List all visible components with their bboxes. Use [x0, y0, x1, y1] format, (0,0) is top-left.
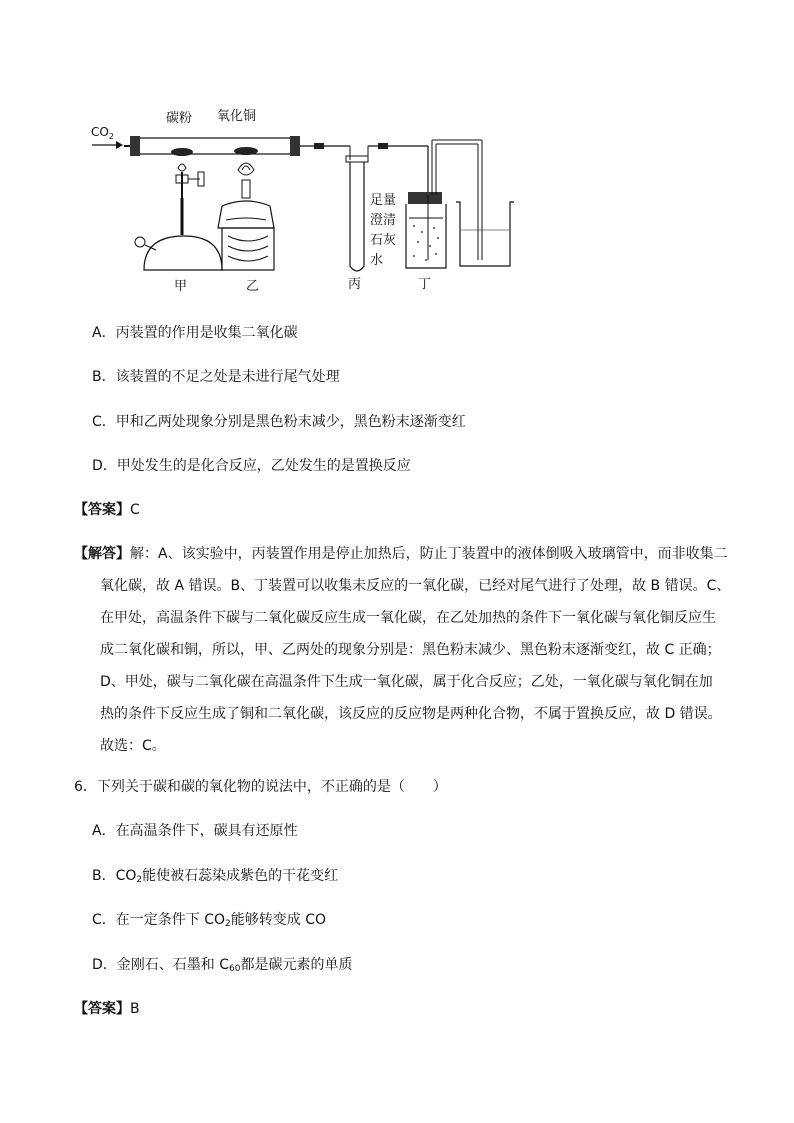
q5-option-b: B．该装置的不足之处是未进行尾气处理: [92, 369, 340, 385]
lamp-jia: [135, 164, 222, 270]
co2-inlet-arrow: [92, 141, 123, 149]
q6-option-d-prefix: D．金刚石、石墨和 C: [92, 957, 230, 973]
explanation-line: D、甲处，碳与二氧化碳在高温条件下生成一氧化碳，属于化合反应；乙处，一氧化碳与氧化铜在加: [100, 674, 713, 690]
q5-option-c: C．甲和乙两处现象分别是黑色粉末减少，黑色粉末逐渐变红: [92, 414, 466, 430]
q6-option-c-prefix: C．在一定条件下 CO: [92, 912, 226, 928]
co2-label: $CO_2$: [91, 125, 114, 141]
explanation-line: 氧化碳，故 A 错误。B、丁装置可以收集未反应的一氧化碳，已经对尾气进行了处理，故 B 错误。C、: [100, 578, 731, 594]
bottle-ding: [406, 140, 482, 268]
answer-value: B: [130, 1001, 140, 1017]
q6-option-c-sub: 2: [225, 919, 231, 929]
explanation-line: 成二氧化碳和铜，所以，甲、乙两处的现象分别是：黑色粉末减少、黑色粉末逐渐变红，故 C 正确；: [100, 642, 721, 658]
q6-option-c-suffix: 能够转变成 CO: [230, 912, 327, 928]
limewater-label-4: 水: [370, 253, 384, 268]
glass-tube: [124, 136, 300, 156]
copper-oxide-label: 氧化铜: [217, 109, 257, 124]
explanation-line: 故选：C。: [100, 738, 166, 754]
limewater-label-1: 足量: [370, 193, 397, 208]
carbon-powder-label: 碳粉: [166, 111, 193, 126]
q6-option-a: A．在高温条件下，碳具有还原性: [92, 823, 298, 839]
q6-option-c: [92, 910, 326, 930]
label-jia: 甲: [174, 279, 188, 294]
copper-oxide-pile: [234, 147, 258, 155]
q6-option-b-sub: 2: [136, 875, 143, 885]
carbon-powder-pile: [171, 148, 193, 156]
q6-option-b-prefix: B．CO: [92, 868, 137, 884]
explanation-text: 解：A、该实验中，丙装置作用是停止加热后，防止丁装置中的液体倒吸入玻璃管中，而非收集二: [130, 546, 728, 562]
explanation-line: 热的条件下反应生成了铜和二氧化碳，该反应的反应物是两种化合物，不属于置换反应，故 D 错误。: [100, 706, 722, 722]
experiment-apparatus-diagram: [78, 100, 538, 300]
q6-stem: 6．下列关于碳和碳的氧化物的说法中，不正确的是（ ）: [74, 779, 447, 795]
lamp-yi: [218, 163, 274, 270]
answer-tag: 【答案】: [74, 502, 130, 518]
q6-option-d: [92, 955, 352, 975]
q6-answer: [74, 999, 140, 1019]
q5-answer: [74, 500, 140, 520]
q6-option-d-suffix: 都是碳元素的单质: [240, 957, 353, 973]
q6-option-b-suffix: 能使被石蕊染成紫色的干花变红: [142, 868, 339, 884]
limewater-label-3: 石灰: [370, 233, 397, 248]
label-ding: 丁: [418, 277, 432, 292]
answer-tag: 【答案】: [74, 1001, 130, 1017]
q5-option-a: A．丙装置的作用是收集二氧化碳: [92, 325, 298, 341]
limewater-label-2: 澄清: [370, 213, 397, 228]
test-tube-bing: [346, 156, 368, 271]
explanation-tag: 【解答】: [74, 546, 130, 562]
explanation-line: [74, 538, 728, 570]
explanation-line: 在甲处，高温条件下碳与二氧化碳反应生成一氧化碳，在乙处加热的条件下一氧化碳与氧化铜反应生: [100, 610, 716, 626]
answer-value: C: [130, 502, 140, 518]
q5-explanation: [74, 538, 731, 762]
q5-option-d: D．甲处发生的是化合反应，乙处发生的是置换反应: [92, 458, 411, 474]
q6-option-d-sub: 60: [229, 964, 241, 974]
beaker: [456, 202, 514, 266]
q6-option-b: [92, 866, 338, 886]
label-bing: 丙: [348, 277, 362, 292]
apparatus-svg: [78, 100, 538, 300]
label-yi: 乙: [246, 279, 260, 294]
